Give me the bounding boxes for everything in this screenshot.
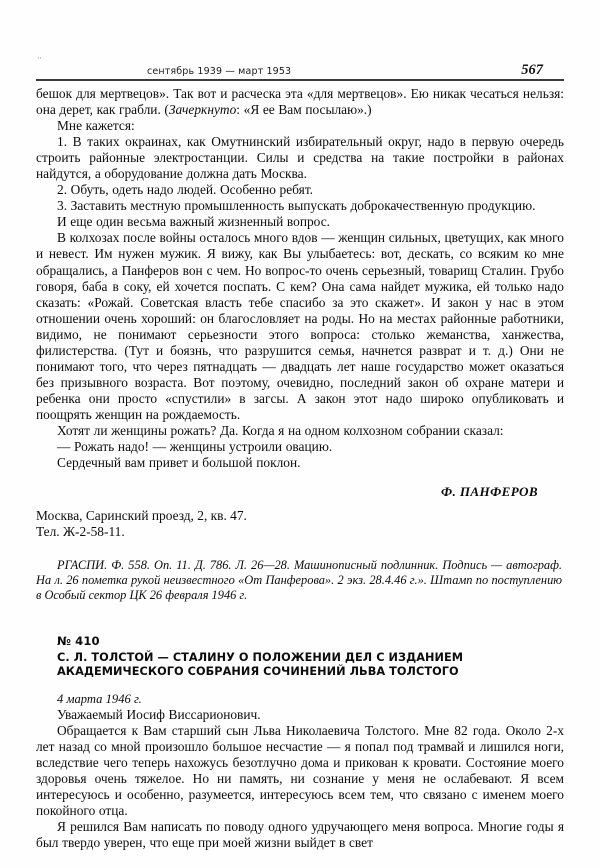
running-head	[57, 62, 543, 79]
paragraph-item-2: 2. Обуть, одеть надо людей. Особенно ребят.	[57, 182, 314, 198]
scan-artifact-mark: ··	[37, 53, 41, 63]
paragraph-item-3: 3. Заставить местную промышленность выпускать доброкачественную продукцию.	[57, 198, 536, 214]
document-date: 4 марта 1946 г.	[57, 691, 142, 706]
paragraph: Обращается к Вам старший сын Льва Николаевича Толстого. Мне 82 года. Около 2-х лет назад со мной произошло большое несчастие — я попал под трамвай и лишился ноги, вследствие чего теперь нахожусь безотлучно дома и прикован к кровати. Состояние моего здоровья очень тяжелое. Но ни память, ни сознание у меня не ослабевают. Я всем интересуюсь и особенно, разумеется, интересуюсь всем тем, что связано с именем моего покойного отца.	[36, 722, 564, 818]
address-line-1: Москва, Саринский проезд, 2, кв. 47.	[36, 508, 247, 524]
address-line-2: Тел. Ж-2-58-11.	[36, 524, 125, 540]
paragraph: И еще один весьма важный жизненный вопрос.	[57, 214, 331, 230]
document-title-line-2: АКАДЕМИЧЕСКОГО СОБРАНИЯ СОЧИНЕНИЙ ЛЬВА ТОЛСТОГО	[57, 665, 459, 679]
paragraph-text: бешок для мертвецов». Так вот и расческа эта «для мертвецов». Ею никак чесаться нельзя: она дерет, как грабли. (	[36, 86, 564, 118]
document-heading	[36, 634, 564, 679]
document-number: № 410	[57, 634, 100, 649]
paragraph: Хотят ли женщины рожать? Да. Когда я на одном колхозном собрании сказал:	[57, 422, 504, 438]
paragraph-salutation: Уважаемый Иосиф Виссарионович.	[57, 706, 261, 722]
paragraph-item-1: 1. В таких окраинах, как Омутнинский избирательный округ, надо в первую очередь строить районные электростанции. Силы и средства на такие постройки в районах найдутся, а оборудование должна дать Москва.	[36, 134, 564, 182]
paragraph-continuation	[36, 86, 564, 118]
document-title-line-1: С. Л. ТОЛСТОЙ — СТАЛИНУ О ПОЛОЖЕНИИ ДЕЛ С ИЗДАНИЕМ	[57, 650, 464, 664]
paragraph-dialogue: — Рожать надо! — женщины устроили овацию.	[57, 439, 333, 455]
archival-reference-note: РГАСПИ. Ф. 558. Оп. 11. Д. 786. Л. 26—28. Машинописный подлинник. Подпись — автограф. На л. 26 пометка рукой неизвестного «От Панферова». 2 экз. 28.4.46 г.». Штамп по поступлению в Особый сектор ЦК 26 февраля 1946 г.	[36, 557, 562, 603]
paragraph-closing: Сердечный вам привет и большой поклон.	[57, 455, 301, 471]
paragraph: В колхозах после войны осталось много вдов — женщин сильных, цветущих, как много и невест. Им нужен мужик. Я вижу, как Вы улыбаетесь: вот, дескать, со всяким ко мне обращались, а Панферов вон с чем. Но вопрос-то очень серьезный, товарищ Сталин. Грубо говоря, баба в соку, ей хочется поспать. С кем? Она сама найдет мужика, ей только надо сказать: «Рожай. Советская власть тебе спасибо за это скажет». И закон у нас в этом отношении очень хороший: он благословляет на роды. Но на местах районные работники, видимо, не понимают серьезности этого вопроса: столько жеманства, ханжества, филистерства. (Тут и боязнь, что разрушится семья, начнется разврат и т. д.) Они не понимают того, что через пятнадцать — двадцать лет наше государство может оказаться без призывного возраста. Вот поэтому, очевидно, последний закон об охране матери и ребенка они просто «спустили» в загсы. А закон этот надо широко опубликовать и поощрять женщин на рождаемость.	[36, 230, 564, 422]
running-head-rule	[36, 79, 564, 81]
paragraph: Я решился Вам написать по поводу одного удручающего меня вопроса. Многие годы я был твердо уверен, что еще при моей жизни выйдет в свет	[36, 818, 564, 851]
crossed-out-label: Зачеркнуто	[168, 102, 237, 118]
paragraph: Мне кажется:	[57, 118, 135, 134]
text-column	[36, 86, 564, 851]
page-number: 567	[521, 62, 543, 78]
crossed-out-text: : «Я ее Вам посылаю».)	[236, 102, 372, 118]
running-head-title: сентябрь 1939 — март 1953	[147, 66, 292, 77]
signature: Ф. ПАНФЕРОВ	[440, 484, 538, 500]
